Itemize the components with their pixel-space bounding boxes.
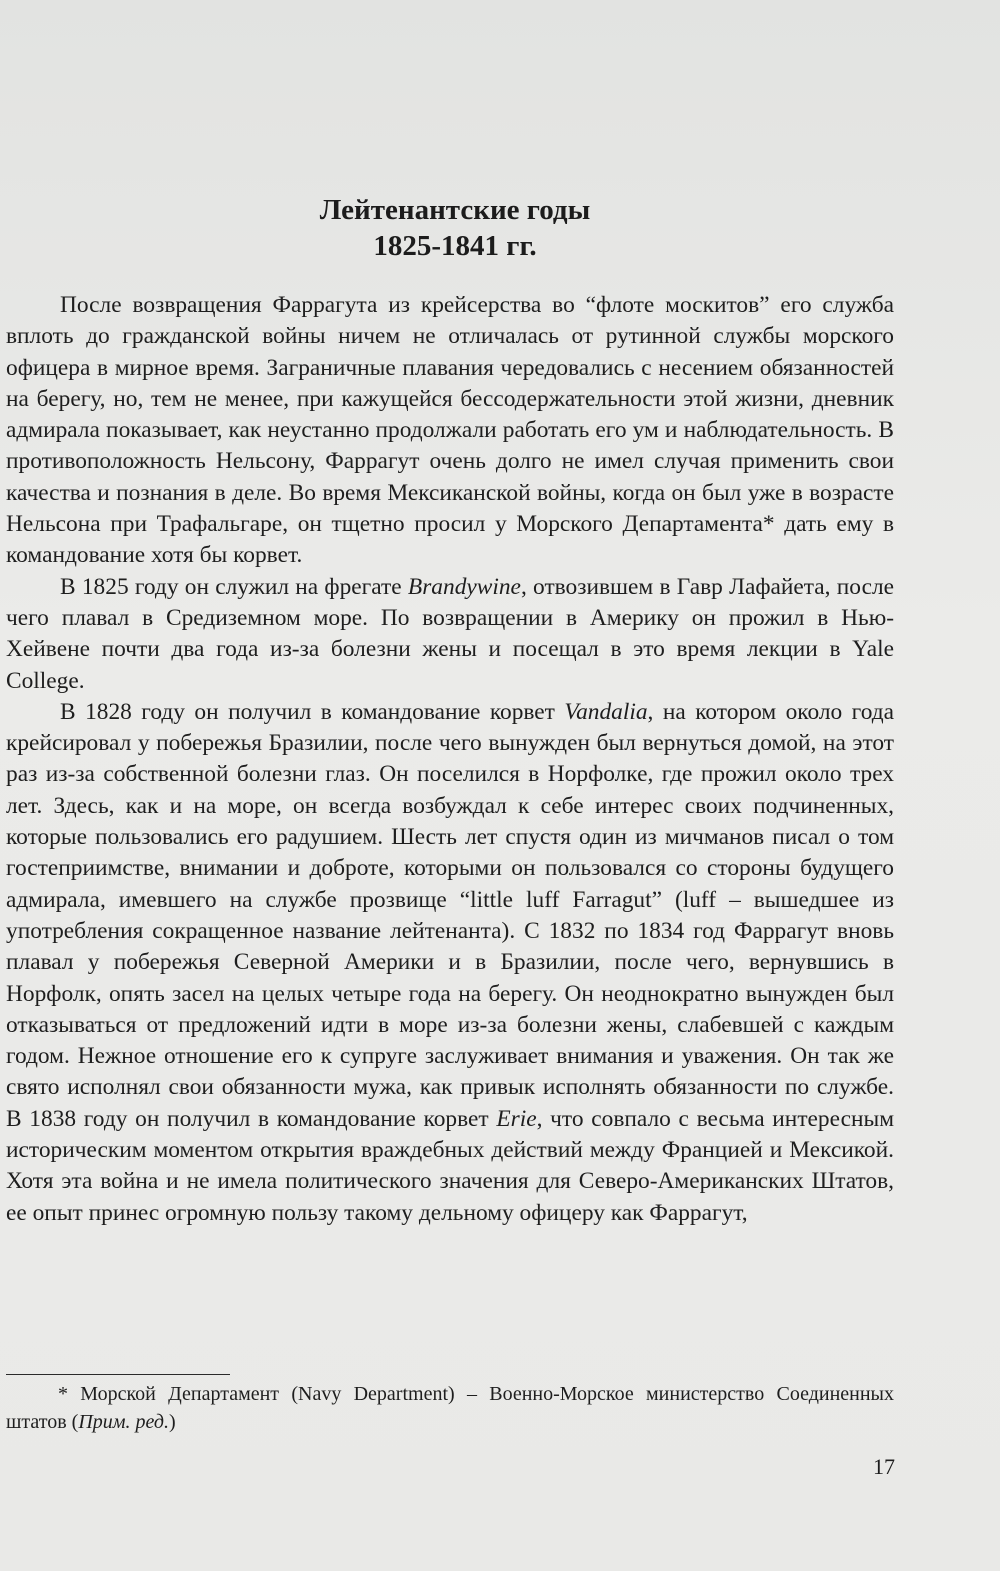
paragraph-2 <box>6 572 894 697</box>
paragraph-1 <box>6 290 894 572</box>
ship-name-brandywine: Brandywine <box>407 573 521 600</box>
body-text <box>6 290 894 1229</box>
footnote-text: * Морской Департамент (Navy Department) – Военно-Морское министерство Соединенных штатов ( <box>6 1383 894 1433</box>
paragraph-text: , отвозившем в Гавр Лафайета, после чего плавал в Средиземном море. По возвращении в Америку он прожил в Нью-Хейвене почти два года из-за болезни жены и посещал в это время лекции в Yale College. <box>6 573 895 694</box>
paragraph-3 <box>6 697 894 1229</box>
footnote-closing: ) <box>169 1411 176 1433</box>
page-number: 17 <box>873 1454 895 1479</box>
ship-name-erie: Erie <box>496 1105 537 1132</box>
chapter-years: 1825-1841 гг. <box>373 230 537 262</box>
paragraph-text: , что совпало с весьма интересным историческим моментом открытия враждебных действий между Францией и Мексикой. Хотя эта война и не имела политического значения для Северо-Американских Штатов, ее опыт принес огромную пользу такому дельному офицеру как Фаррагут, <box>6 1105 894 1226</box>
chapter-heading <box>0 192 910 264</box>
paragraph-text: , на котором около года крейсировал у побережья Бразилии, после чего вынужден был вернуться домой, на этот раз из-за собственной болезни глаз. Он поселился в Норфолке, где прожил около трех лет. Здесь, как и на море, он всегда возбуждал к себе интерес своих подчиненных, которые пользовались его радушием. Шесть лет спустя один из мичманов писал о том гостеприимстве, внимании и доброте, которыми он пользовался со стороны будущего адмирала, имевшего на службе прозвище “little luff Farragut” (luff – вышедшее из употребления сокращенное название лейтенанта). С 1832 по 1834 год Фаррагут вновь плавал у побережья Северной Америки и в Бразилии, после чего, вернувшись в Норфолк, опять засел на целых четыре года на берегу. Он неоднократно вынужден был отказываться от предложений идти в море из-за болезни жены, слабевшей с каждым годом. Нежное отношение его к супруге заслуживает внимания и уважения. Он так же свято исполнял свои обязанности мужа, как привык исполнять обязанности по службе. В 1838 году он получил в командование корвет <box>6 698 895 1132</box>
paragraph-text: В 1825 году он служил на фрегате <box>60 573 408 600</box>
footnote <box>6 1380 894 1436</box>
ship-name-vandalia: Vandalia <box>564 698 648 725</box>
paragraph-text: После возвращения Фаррагута из крейсерства во “флоте москитов” его служба вплоть до гражданской войны ничем не отличалась от рутинной службы морского офицера в мирное время. Заграничные плавания чередовались с несением обязанностей на берегу, но, тем не менее, при кажущейся бессодержательности этой жизни, дневник адмирала показывает, как неустанно продолжали работать его ум и наблюдательность. В противоположность Нельсону, Фаррагут очень долго не имел случая применить свои качества и познания в деле. Во время Мексиканской войны, когда он был уже в возрасте Нельсона при Трафальгаре, он тщетно просил у Морского Департамента* дать ему в командование хотя бы корвет. <box>6 292 894 569</box>
editor-note: Прим. ред. <box>78 1411 170 1433</box>
footnote-divider <box>6 1374 230 1375</box>
paragraph-text: В 1828 году он получил в командование корвет <box>60 698 565 725</box>
chapter-title: Лейтенантские годы <box>319 194 591 226</box>
